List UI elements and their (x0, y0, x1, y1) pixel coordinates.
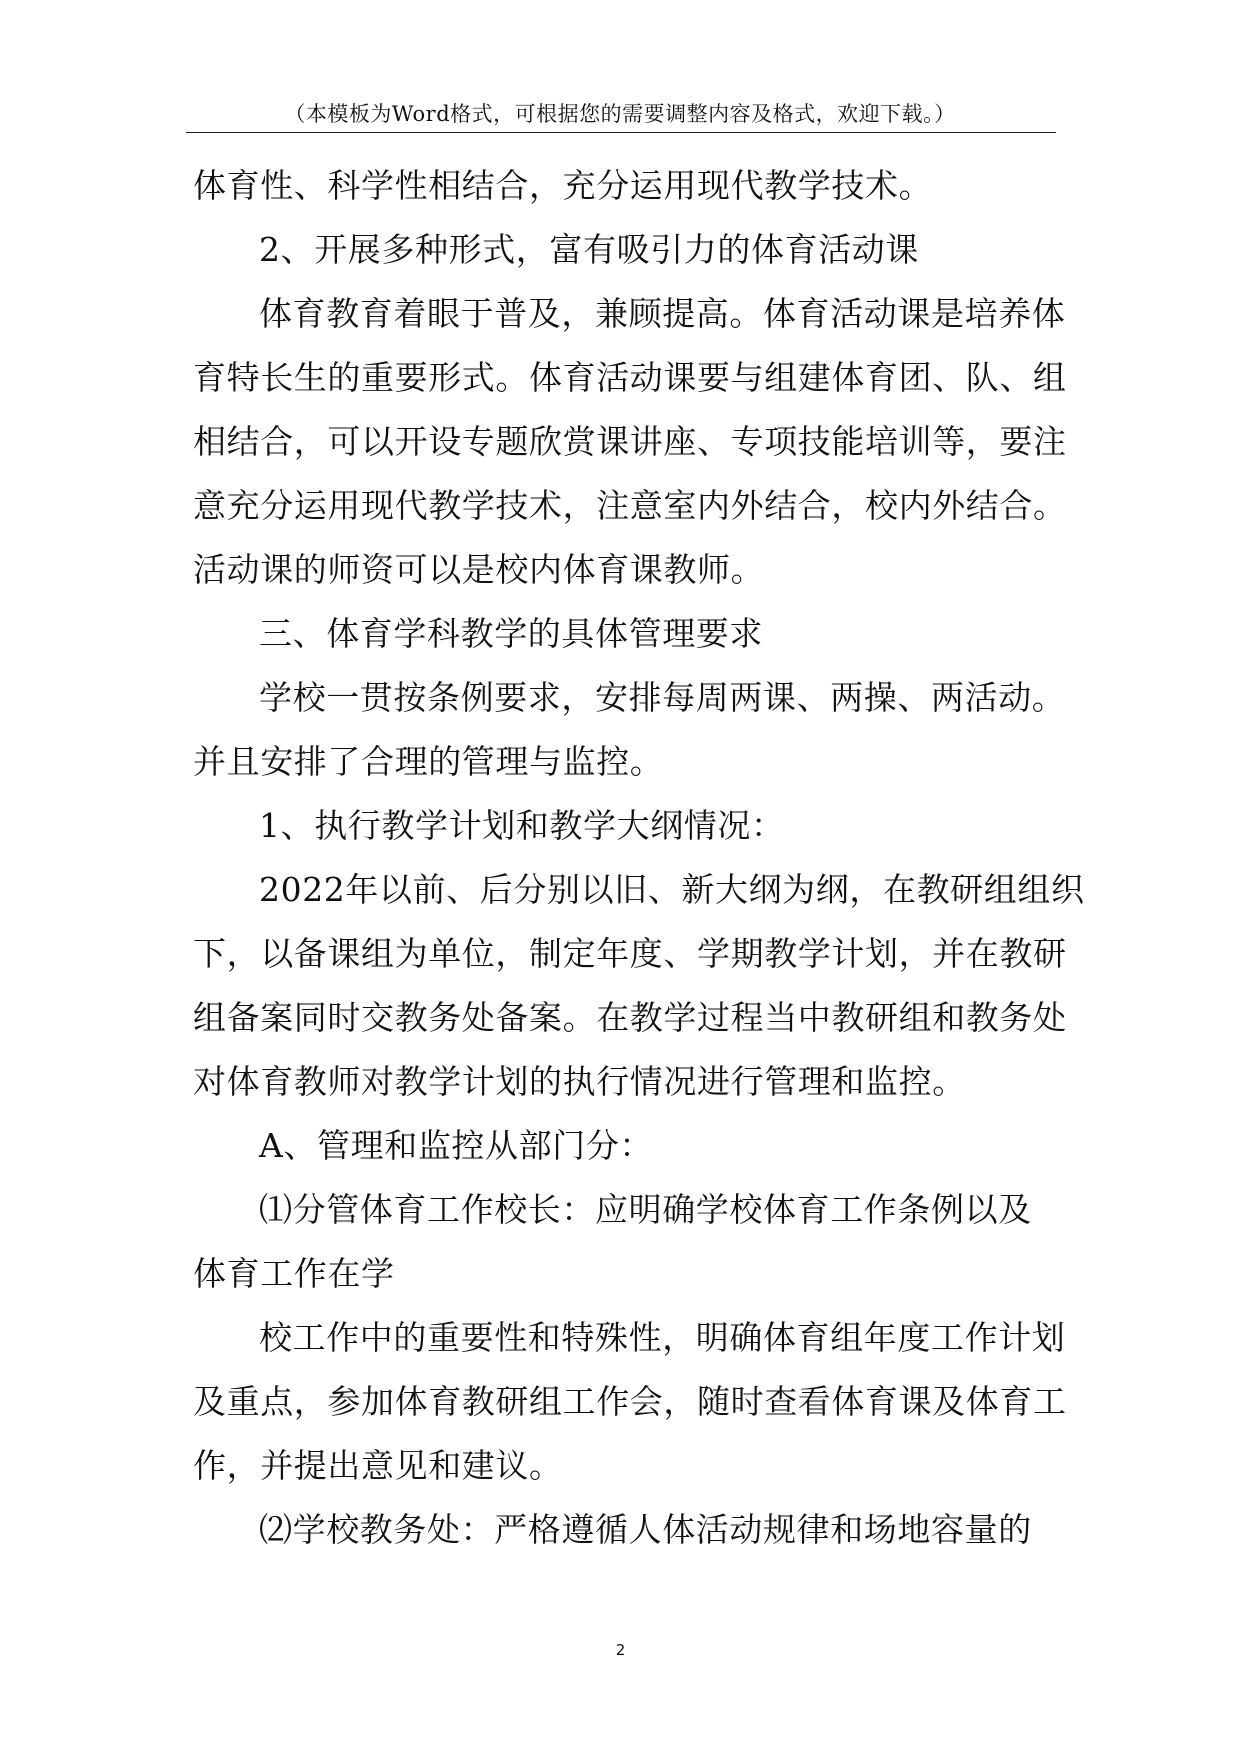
text-line: 育特长生的重要形式。体育活动课要与组建体育团、队、组 (193, 358, 1067, 397)
text-line: 意充分运用现代教学技术，注意室内外结合，校内外结合。 (193, 486, 1067, 525)
text-line: 下，以备课组为单位，制定年度、学期教学计划，并在教研 (193, 934, 1067, 973)
text-line: ⑵学校教务处：严格遵循人体活动规律和场地容量的 (259, 1510, 1032, 1549)
text-line: 体育教育着眼于普及，兼顾提高。体育活动课是培养体 (259, 294, 1066, 333)
header-divider (186, 132, 1056, 133)
page-number: 2 (615, 1641, 626, 1659)
text-line: 学校一贯按条例要求，安排每周两课、两操、两活动。 (259, 678, 1066, 717)
text-line: 活动课的师资可以是校内体育课教师。 (193, 550, 765, 589)
text-line: 组备案同时交教务处备案。在教学过程当中教研组和教务处 (193, 998, 1067, 1037)
text-line: 1、执行教学计划和教学大纲情况： (259, 806, 785, 845)
text-line: 对体育教师对教学计划的执行情况进行管理和监控。 (193, 1062, 966, 1101)
text-line: 并且安排了合理的管理与监控。 (193, 742, 664, 781)
text-line: 三、体育学科教学的具体管理要求 (259, 614, 763, 653)
text-line: 2022年以前、后分别以旧、新大纲为纲，在教研组组织 (259, 870, 1085, 909)
text-line: 相结合，可以开设专题欣赏课讲座、专项技能培训等，要注 (193, 422, 1067, 461)
page-header: （本模板为Word格式，可根据您的需要调整内容及格式，欢迎下载。） (284, 102, 956, 126)
text-line: A、管理和监控从部门分： (259, 1126, 654, 1165)
text-line: 2、开展多种形式，富有吸引力的体育活动课 (259, 230, 919, 269)
text-line: 作，并提出意见和建议。 (193, 1446, 563, 1485)
document-body (193, 154, 1085, 1562)
text-line: 体育性、科学性相结合，充分运用现代教学技术。 (193, 166, 933, 205)
text-line: ⑴分管体育工作校长：应明确学校体育工作条例以及 (259, 1190, 1032, 1229)
text-line: 校工作中的重要性和特殊性，明确体育组年度工作计划 (259, 1318, 1066, 1357)
text-line: 及重点，参加体育教研组工作会，随时查看体育课及体育工 (193, 1382, 1067, 1421)
text-line: 体育工作在学 (193, 1254, 395, 1293)
